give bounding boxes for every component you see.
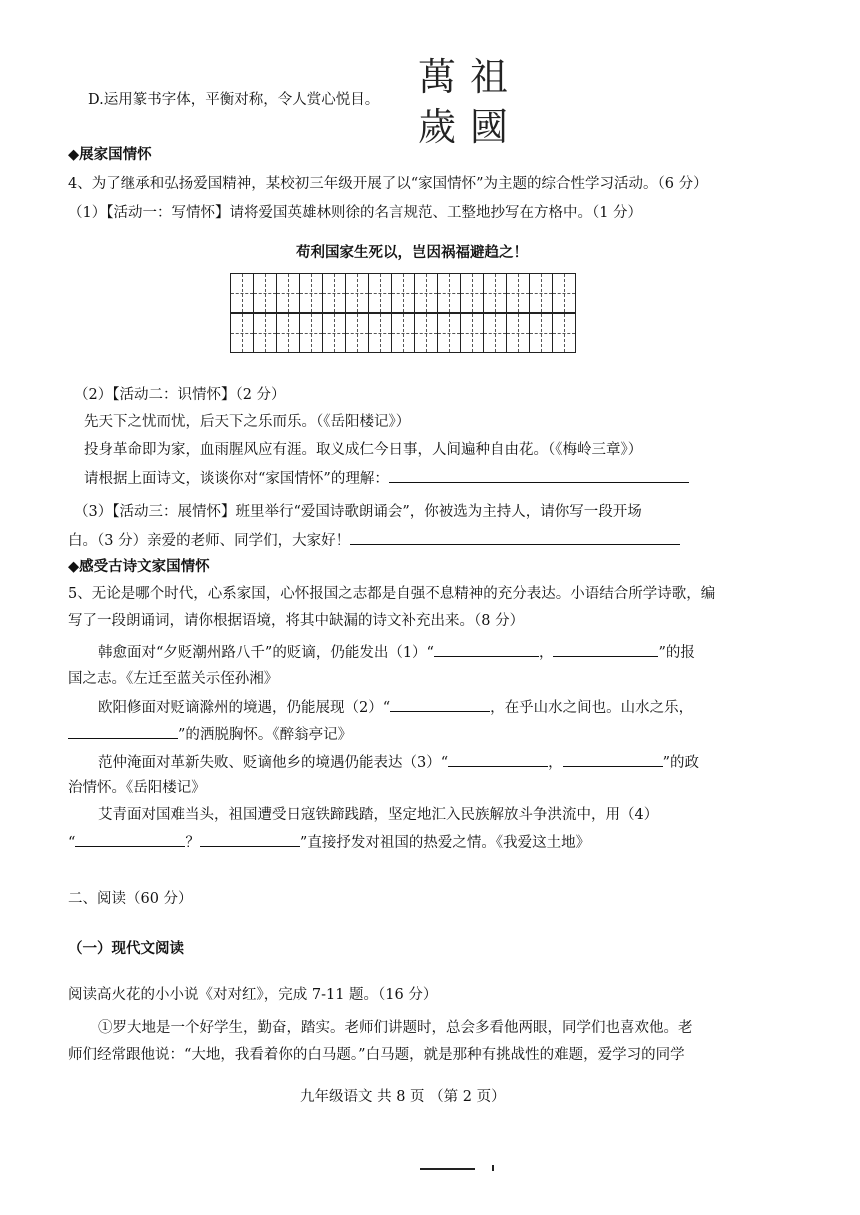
grid-cell[interactable]: [368, 273, 392, 313]
grid-cell[interactable]: [322, 313, 346, 353]
part2-subtitle: （一）现代文阅读: [68, 941, 184, 957]
q5-p2-text-c: ”的洒脱胸怀。《醉翁亭记》: [178, 727, 353, 743]
grid-cell[interactable]: [230, 313, 254, 353]
q5-p4-text-c: ？: [185, 835, 200, 851]
answer-blank[interactable]: [390, 695, 490, 712]
answer-blank[interactable]: [68, 722, 178, 739]
grid-cell[interactable]: [483, 313, 507, 353]
q4-activity3-line1: （3）【活动三：展情怀】班里举行“爱国诗歌朗诵会”，你被选为主持人，请你写一段开场: [74, 504, 642, 520]
grid-cell[interactable]: [414, 313, 438, 353]
q5-p2-line2: [68, 722, 352, 744]
q4-activity3-line2-text: 白。（3 分）亲爱的老师、同学们，大家好！: [68, 533, 351, 549]
grid-cell[interactable]: [437, 313, 461, 353]
q4-activity2-line1: 先天下之忧而忧，后天下之乐而乐。（《岳阳楼记》）: [84, 414, 411, 430]
q4-activity2-line2: 投身革命即为家，血雨腥风应有涯。取义成仁今日事，人间遍种自由花。（《梅岭三章》）: [84, 442, 643, 458]
grid-cell[interactable]: [276, 313, 300, 353]
q5-p1-line2: 国之志。《左迁至蓝关示侄孙湘》: [68, 671, 279, 687]
grid-cell[interactable]: [253, 273, 277, 313]
grid-cell[interactable]: [460, 273, 484, 313]
grid-cell[interactable]: [391, 273, 415, 313]
seal-char-guo: 國: [470, 105, 509, 149]
grid-row: [230, 313, 575, 353]
q5-p1-text-c: ”的报: [658, 645, 695, 661]
grid-cell[interactable]: [529, 273, 553, 313]
section-heading-classical: ◆感受古诗文家国情怀: [68, 559, 210, 575]
answer-blank[interactable]: [350, 528, 680, 545]
q4-activity2-prompt-text: 请根据上面诗文，谈谈你对“家国情怀”的理解：: [84, 471, 389, 487]
scan-mark: [492, 1165, 494, 1171]
section-heading-family-country: ◆展家国情怀: [68, 147, 152, 163]
grid-cell[interactable]: [552, 273, 576, 313]
q5-p3-line2: 治情怀。《岳阳楼记》: [68, 780, 206, 796]
grid-cell[interactable]: [391, 313, 415, 353]
seal-char-zu: 祖: [470, 55, 509, 99]
q4-activity3-line2: [68, 528, 680, 550]
q4-activity1: （1）【活动一：写情怀】请将爱国英雄林则徐的名言规范、工整地抄写在方格中。（1 分）: [68, 205, 643, 221]
page-footer: 九年级语文 共 8 页 （第 2 页）: [300, 1089, 506, 1105]
seal-char-sui: 歲: [418, 105, 457, 149]
q5-p4-text-d: ”直接抒发对祖国的热爱之情。《我爱这土地》: [299, 835, 591, 851]
grid-cell[interactable]: [322, 273, 346, 313]
reading-paragraph1-line2: 师们经常跟他说：“大地，我看着你的白马题。”白马题，就是那种有挑战性的难题，爱学习的同学: [68, 1047, 685, 1063]
q5-p3-text-a: 范仲淹面对革新失败、贬谪他乡的境遇仍能表达（3）“: [98, 755, 449, 771]
reading-intro: 阅读高火花的小小说《对对红》，完成 7-11 题。（16 分）: [68, 987, 438, 1003]
grid-cell[interactable]: [368, 313, 392, 353]
answer-blank[interactable]: [553, 640, 658, 657]
q5-p4-text-b: “: [68, 835, 76, 851]
q5-p3-text-c: ”的政: [662, 755, 700, 771]
grid-cell[interactable]: [230, 273, 254, 313]
q5-paragraph3: [98, 750, 699, 772]
grid-cell[interactable]: [299, 273, 323, 313]
grid-cell[interactable]: [460, 313, 484, 353]
grid-cell[interactable]: [414, 273, 438, 313]
q5-paragraph1: [98, 640, 695, 662]
scan-mark: [420, 1168, 475, 1170]
answer-blank[interactable]: [448, 750, 548, 767]
q4-activity2-prompt: [84, 466, 689, 488]
answer-blank[interactable]: [200, 830, 300, 847]
grid-cell[interactable]: [299, 313, 323, 353]
q5-p2-text-a: 欧阳修面对贬谪滁州的境遇，仍能展现（2）“: [98, 700, 391, 716]
q4-activity2-title: （2）【活动二：识情怀】（2 分）: [74, 387, 286, 403]
answer-blank[interactable]: [75, 830, 185, 847]
grid-cell[interactable]: [437, 273, 461, 313]
q5-paragraph4: 艾青面对国难当头，祖国遭受日寇铁蹄践踏，坚定地汇入民族解放斗争洪流中，用（4）: [98, 807, 659, 823]
q4-quote: 苟利国家生死以，岂因祸福避趋之！: [296, 244, 528, 261]
part2-title: 二、阅读（60 分）: [68, 891, 193, 907]
q5-p1-text-a: 韩愈面对“夕贬潮州路八千”的贬谪，仍能发出（1）“: [98, 645, 434, 661]
q5-p2-text-b: ，在乎山水之间也。山水之乐，: [490, 700, 694, 716]
answer-blank[interactable]: [389, 466, 689, 483]
grid-cell[interactable]: [345, 313, 369, 353]
q5-paragraph2: [98, 695, 693, 717]
q5-p3-text-b: ，: [548, 755, 563, 771]
q5-p4-line2: [68, 830, 590, 852]
option-d: D.运用篆书字体，平衡对称，令人赏心悦目。: [88, 92, 380, 108]
grid-cell[interactable]: [506, 313, 530, 353]
grid-cell[interactable]: [253, 313, 277, 353]
q5-line1: 5、无论是哪个时代，心系家国，心怀报国之志都是自强不息精神的充分表达。小语结合所学诗歌，编: [68, 586, 716, 602]
writing-grid[interactable]: [230, 273, 575, 353]
grid-cell[interactable]: [483, 273, 507, 313]
q5-line2: 写了一段朗诵词，请你根据语境，将其中缺漏的诗文补充出来。（8 分）: [68, 613, 525, 629]
grid-cell[interactable]: [506, 273, 530, 313]
q5-p1-text-b: ，: [538, 645, 554, 661]
grid-cell[interactable]: [552, 313, 576, 353]
reading-paragraph1-line1: ①罗大地是一个好学生，勤奋，踏实。老师们讲题时，总会多看他两眼，同学们也喜欢他。老: [98, 1020, 693, 1036]
answer-blank[interactable]: [563, 750, 663, 767]
grid-cell[interactable]: [345, 273, 369, 313]
q4-stem: 4、为了继承和弘扬爱国精神，某校初三年级开展了以“家国情怀”为主题的综合性学习活动。（6 分）: [68, 176, 708, 192]
grid-row: [230, 273, 575, 313]
seal-char-wan: 萬: [418, 55, 457, 99]
grid-cell[interactable]: [529, 313, 553, 353]
grid-cell[interactable]: [276, 273, 300, 313]
answer-blank[interactable]: [434, 640, 539, 657]
